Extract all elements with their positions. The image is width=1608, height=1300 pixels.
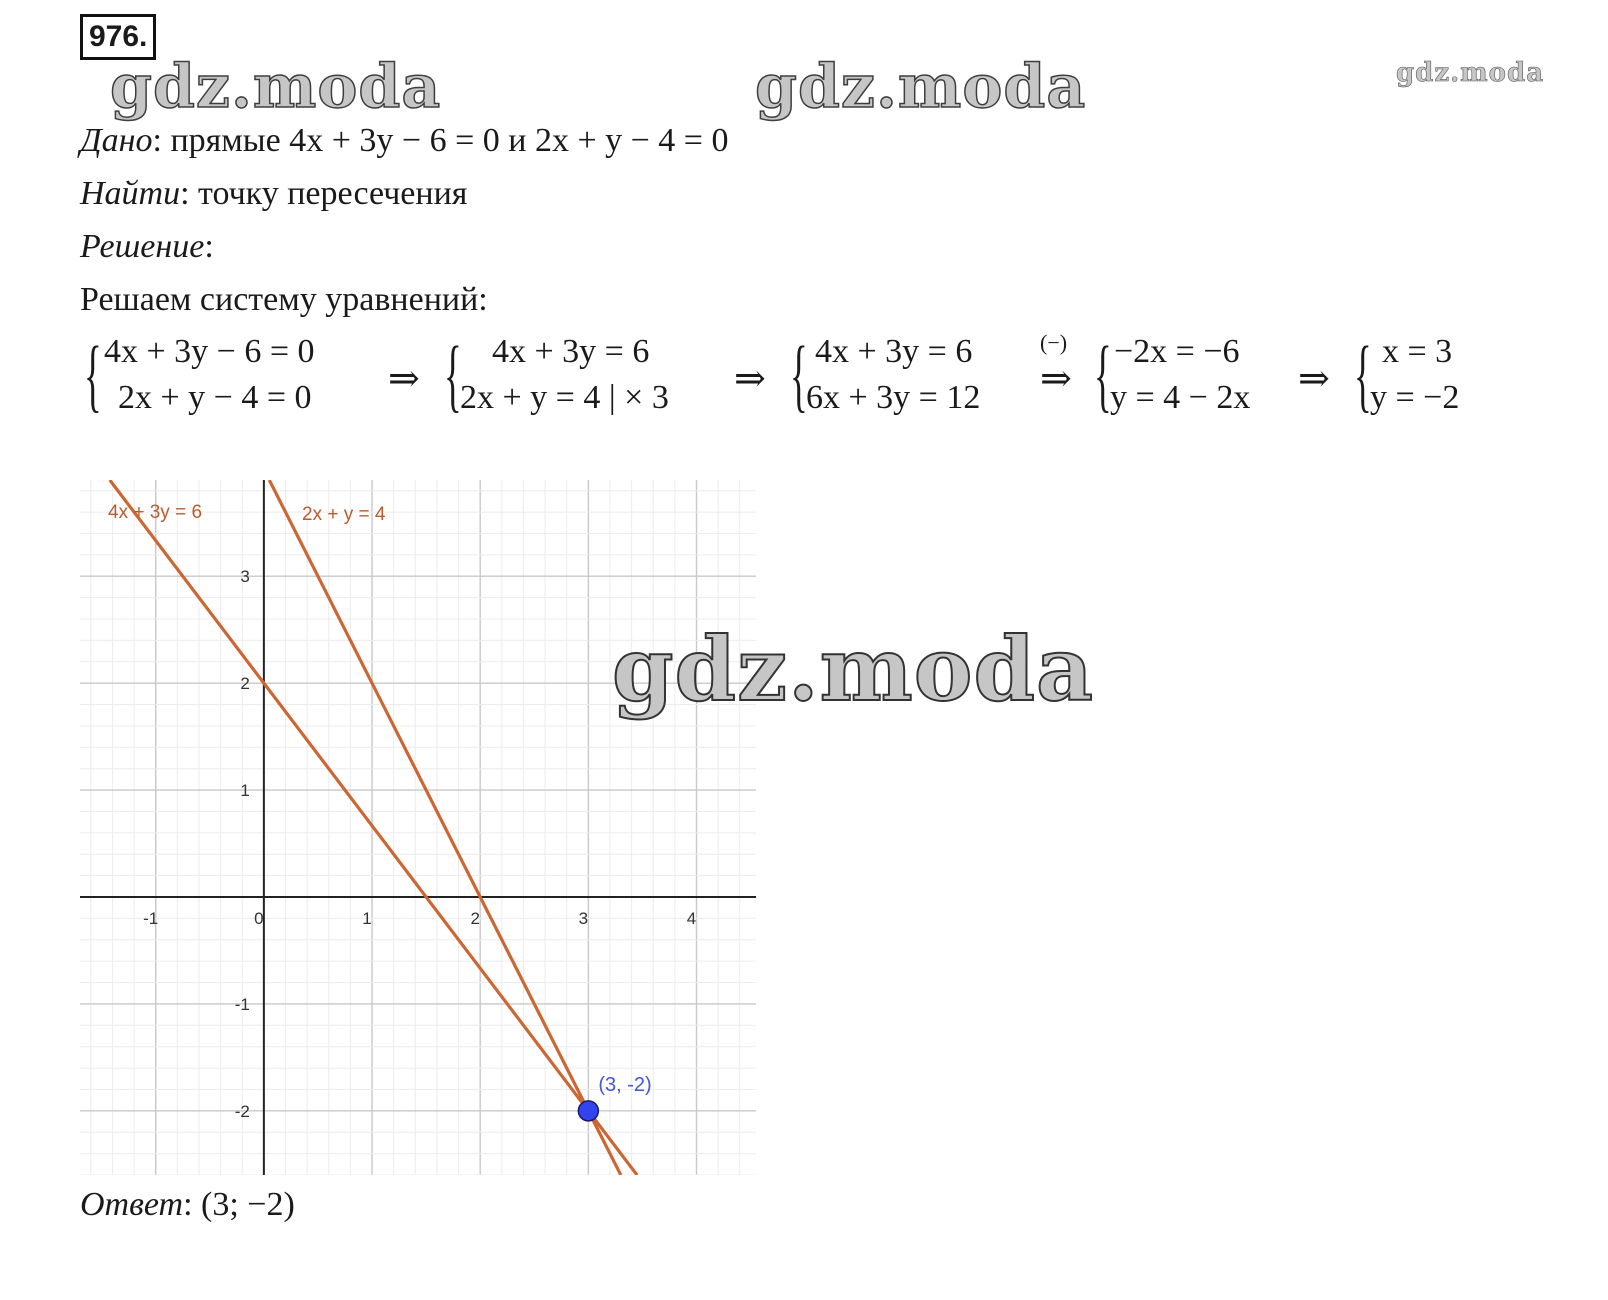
system-brace: { xyxy=(1354,329,1372,420)
y-tick-label: 2 xyxy=(240,674,250,694)
system-1-line-1: 4x + 3y − 6 = 0 xyxy=(104,333,315,370)
system-3-line-2: 6x + 3y = 12 xyxy=(806,379,981,416)
system-2-line-2: 2x + y = 4 | × 3 xyxy=(460,379,669,416)
x-tick-label: 3 xyxy=(578,909,589,928)
watermark: gdz.moda xyxy=(1396,58,1545,88)
y-tick-label: -1 xyxy=(234,994,250,1014)
watermark: gdz.moda xyxy=(612,617,1095,721)
system-brace: { xyxy=(444,329,462,420)
system-brace: { xyxy=(84,329,102,420)
y-tick-label: 3 xyxy=(240,567,250,587)
y-tick-label: 1 xyxy=(240,781,250,801)
coordinate-graph xyxy=(80,480,756,1175)
subtraction-note: (−) xyxy=(1040,330,1068,355)
system-5-line-2: y = −2 xyxy=(1370,379,1460,416)
watermark: gdz.moda xyxy=(755,52,1087,122)
given-label: Дано xyxy=(80,122,153,159)
system-2-line-1: 4x + 3y = 6 xyxy=(492,333,650,370)
find-label: Найти xyxy=(80,175,181,212)
system-4-line-1: −2x = −6 xyxy=(1114,333,1240,370)
implies-arrow: ⇒ xyxy=(1040,358,1072,400)
solution-label: Решение xyxy=(80,228,205,265)
x-tick-label: 2 xyxy=(470,909,480,928)
system-4-line-2: y = 4 − 2x xyxy=(1110,379,1251,416)
problem-number: 976. xyxy=(80,14,156,60)
solve-text: Решаем систему уравнений: xyxy=(80,281,488,318)
solution-line xyxy=(80,228,214,266)
graph-line xyxy=(269,480,621,1175)
find-line xyxy=(80,175,467,213)
implies-arrow: ⇒ xyxy=(734,358,766,400)
answer-line xyxy=(80,1186,295,1224)
x-tick-label: 0 xyxy=(254,909,264,928)
find-text: : точку пересечения xyxy=(180,175,468,212)
system-5-line-1: x = 3 xyxy=(1382,333,1453,370)
given-text: : прямые 4x + 3y − 6 = 0 и 2x + y − 4 = 0 xyxy=(152,122,729,159)
implies-arrow: ⇒ xyxy=(1298,358,1330,400)
graph-marks xyxy=(578,1074,651,1121)
axes xyxy=(80,480,756,1175)
implies-arrow: ⇒ xyxy=(388,358,420,400)
x-tick-label: 1 xyxy=(362,909,372,928)
system-brace: { xyxy=(790,329,808,420)
given-line xyxy=(80,122,728,160)
intersection-point xyxy=(578,1101,598,1121)
line-label: 2x + y = 4 xyxy=(302,504,386,525)
system-3-line-1: 4x + 3y = 6 xyxy=(815,333,973,370)
answer-label: Ответ xyxy=(80,1186,184,1223)
y-tick-label: -2 xyxy=(234,1101,250,1121)
grid xyxy=(80,480,756,1175)
x-tick-label: -1 xyxy=(143,909,159,928)
solution-colon: : xyxy=(204,228,214,265)
x-tick-label: 4 xyxy=(686,909,697,928)
watermark: gdz.moda xyxy=(110,52,442,122)
intersection-point-label: (3, -2) xyxy=(598,1073,652,1096)
answer-text: : (3; −2) xyxy=(183,1186,295,1223)
system-1-line-2: 2x + y − 4 = 0 xyxy=(118,379,312,416)
graph-line xyxy=(110,480,637,1175)
system-brace: { xyxy=(1094,329,1112,420)
line-label: 4x + 3y = 6 xyxy=(108,502,203,523)
